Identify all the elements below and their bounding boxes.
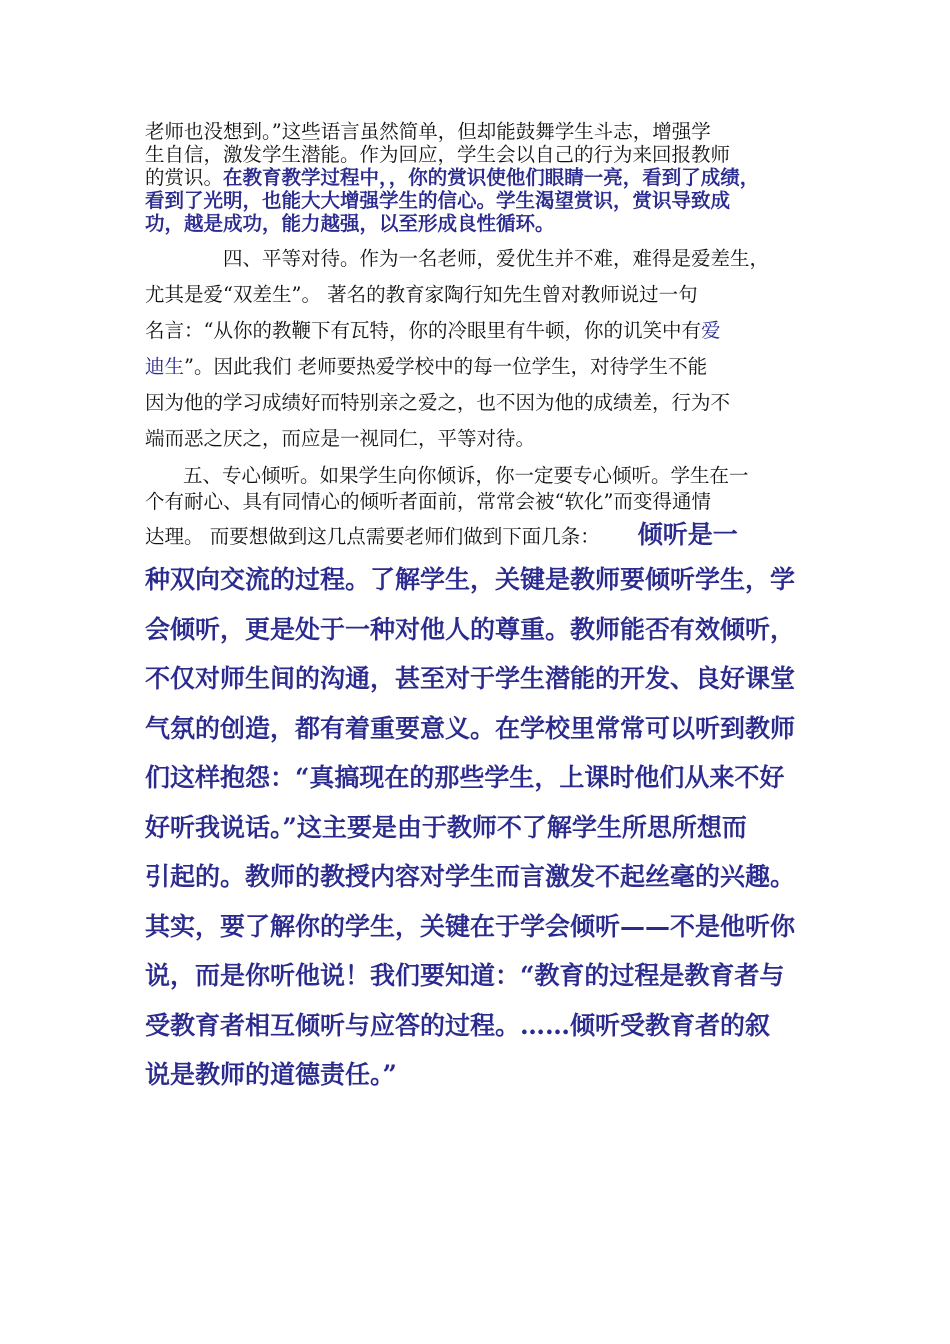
highlighted-text-line: 其实，要了解你的学生，关键在于学会倾听——不是他听你	[145, 911, 796, 941]
text-line: 五、专心倾听。如果学生向你倾诉，你一定要专心倾听。学生在一	[183, 464, 749, 487]
highlighted-text: 倾听是一	[637, 520, 738, 549]
highlighted-text-line: 功，越是成功，能力越强，以至形成良性循环。	[145, 212, 555, 235]
text-run: 的赏识。	[145, 166, 224, 189]
highlighted-text-line: 们这样抱怨：“真搞现在的那些学生，上课时他们从来不好	[145, 763, 785, 792]
text-line: 尤其是爱“双差生”。 著名的教育家陶行知先生曾对教师说过一句	[145, 283, 698, 306]
text-run: 名言：“从你的教鞭下有瓦特，你的冷眼里有牛顿，你的讥笑中有	[145, 319, 701, 342]
highlighted-text-line: 说，而是你听他说！我们要知道：“教育的过程是教育者与	[145, 961, 785, 990]
text-line	[145, 166, 810, 189]
paragraph-listening	[145, 463, 810, 1100]
text-line: 个有耐心、具有同情心的倾听者面前，常常会被“软化”而变得通情	[145, 490, 711, 513]
highlighted-text-line: 说是教师的道德责任。”	[145, 1060, 397, 1089]
highlighted-text-line: 看到了光明，也能大大增强学生的信心。学生渴望赏识，赏识导致成	[145, 189, 731, 212]
text-line: 端而恶之厌之，而应是一视同仁，平等对待。	[145, 427, 536, 450]
text-line: 生自信，激发学生潜能。作为回应，学生会以自己的行为来回报教师	[145, 143, 731, 166]
text-line: 四、平等对待。作为一名老师，爱优生并不难，难得是爱差生，	[223, 247, 770, 270]
edison-link-continued[interactable]: 迪生	[145, 355, 185, 378]
text-run: 达理。 而要想做到这几点需要老师们做到下面几条：	[145, 525, 600, 548]
paragraph-equal-treatment	[145, 241, 810, 457]
text-line	[145, 349, 810, 385]
text-line	[145, 313, 810, 349]
highlighted-text-line: 气氛的创造，都有着重要意义。在学校里常常可以听到教师	[145, 713, 796, 743]
highlighted-text-line: 引起的。教师的教授内容对学生而言激发不起丝毫的兴趣。	[145, 862, 796, 891]
highlighted-text-line: 好听我说话。”这主要是由于教师不了解学生所思所想而	[145, 812, 747, 842]
highlighted-text-line: 种双向交流的过程。了解学生，关键是教师要倾听学生，学	[145, 565, 796, 594]
document-page	[145, 120, 810, 1100]
highlighted-text-line: 受教育者相互倾听与应答的过程。……倾听受教育者的叙	[145, 1010, 771, 1040]
highlighted-text-line: 不仅对师生间的沟通，甚至对于学生潜能的开发、良好课堂	[145, 664, 796, 693]
highlighted-text-line: 会倾听，更是处于一种对他人的尊重。教师能否有效倾听，	[145, 614, 796, 644]
highlighted-text: 在教育教学过程中，，你的赏识使他们眼睛一亮，看到了成绩，	[223, 166, 760, 189]
edison-link[interactable]: 爱	[700, 319, 721, 342]
text-line	[145, 515, 810, 555]
text-run: ”。因此我们 老师要热爱学校中的每一位学生，对待学生不能	[184, 355, 708, 378]
paragraph-appreciation	[145, 120, 810, 235]
text-line: 老师也没想到。”这些语言虽然简单，但却能鼓舞学生斗志，增强学	[145, 120, 711, 143]
text-line: 因为他的学习成绩好而特别亲之爱之，也不因为他的成绩差，行为不	[145, 391, 731, 414]
